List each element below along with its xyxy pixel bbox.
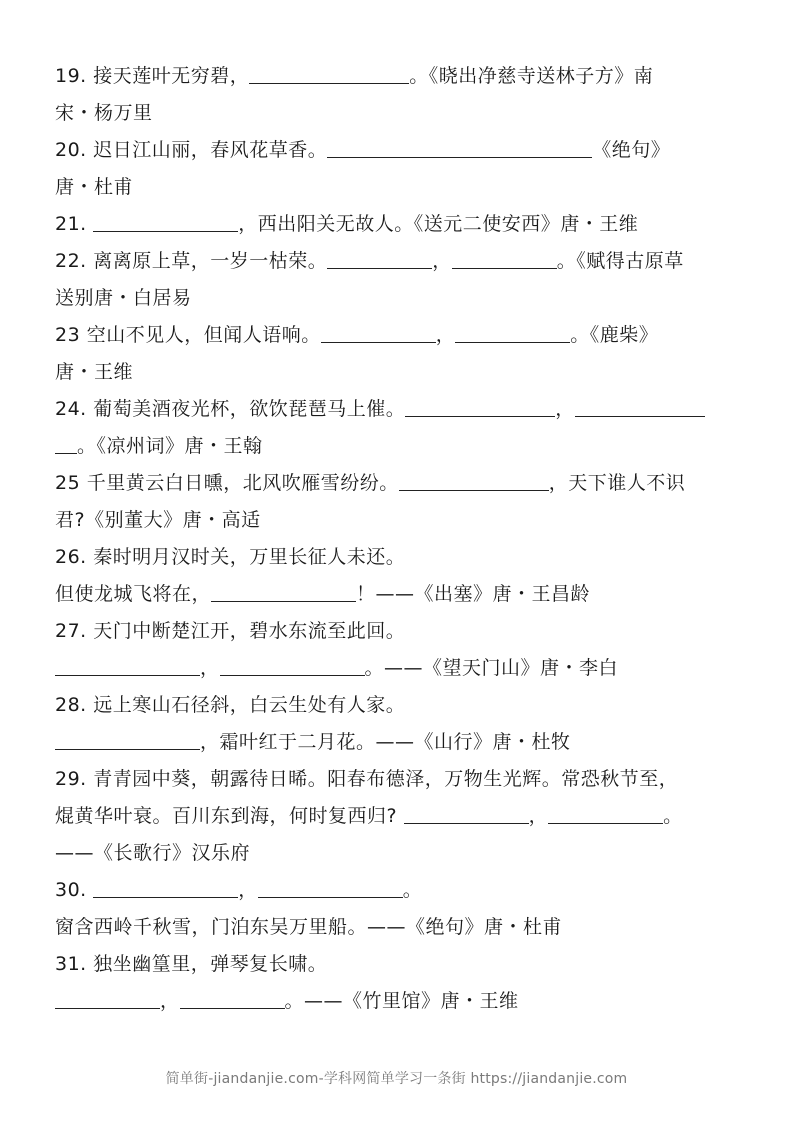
text-line (55, 650, 745, 687)
fill-in-blank[interactable] (55, 727, 200, 750)
line-text: 。——《竹里馆》唐・王维 (284, 990, 519, 1012)
text-line (55, 95, 745, 132)
text-line (55, 872, 745, 909)
fill-in-blank[interactable] (405, 394, 555, 417)
text-line (55, 391, 745, 428)
text-line (55, 946, 745, 983)
fill-in-blank[interactable] (249, 61, 409, 84)
line-text: ，天下谁人不识 (548, 472, 686, 494)
line-text: 29. 青青园中葵，朝露待日晞。阳春布德泽，万物生光辉。常恐秋节至， (55, 768, 679, 790)
line-text: ， (432, 250, 452, 272)
line-text: 。《赋得古原草 (556, 250, 684, 272)
line-text: 19. 接天莲叶无穷碧， (55, 65, 250, 87)
fill-in-blank[interactable] (327, 246, 432, 269)
fill-in-blank[interactable] (321, 320, 436, 343)
text-line (55, 206, 745, 243)
fill-in-blank[interactable] (211, 579, 356, 602)
fill-in-blank[interactable] (55, 653, 200, 676)
line-text: 《绝句》 (592, 139, 671, 161)
line-text: 宋・杨万里 (55, 102, 153, 124)
line-text: 。《晓出净慈寺送林子方》南 (409, 65, 654, 87)
text-line (55, 58, 745, 95)
text-line (55, 761, 745, 798)
fill-in-blank[interactable] (327, 135, 592, 158)
line-text: 。《凉州词》唐・王翰 (77, 435, 263, 457)
fill-in-blank[interactable] (55, 431, 77, 454)
line-text: ， (160, 990, 180, 1012)
line-text: 唐・王维 (55, 361, 134, 383)
line-text: 。——《望天门山》唐・李白 (364, 657, 619, 679)
line-text: 。 (663, 805, 683, 827)
line-text: 22. 离离原上草，一岁一枯荣。 (55, 250, 328, 272)
line-text: 21. (55, 213, 94, 235)
line-text: 25 千里黄云白日曛，北风吹雁雪纷纷。 (55, 472, 399, 494)
text-line (55, 798, 745, 835)
text-line (55, 428, 745, 465)
text-line (55, 243, 745, 280)
page-footer: 简单街-jiandanjie.com-学科网简单学习一条街 https://jiandanjie.com (165, 1071, 628, 1087)
line-text: 20. 迟日江山丽，春风花草香。 (55, 139, 328, 161)
text-line (55, 983, 745, 1020)
text-line (55, 539, 745, 576)
text-line (55, 613, 745, 650)
line-text: ！——《出塞》唐・王昌龄 (356, 583, 591, 605)
text-line (55, 169, 745, 206)
line-text: 但使龙城飞将在， (55, 583, 212, 605)
line-text: 君?《别董大》唐・高适 (55, 509, 261, 531)
fill-in-blank[interactable] (93, 875, 238, 898)
text-line (55, 724, 745, 761)
line-text: 送别唐・白居易 (55, 287, 192, 309)
text-line (55, 317, 745, 354)
fill-in-blank[interactable] (55, 986, 160, 1009)
fill-in-blank[interactable] (575, 394, 705, 417)
text-line (55, 132, 745, 169)
line-text: 唐・杜甫 (55, 176, 134, 198)
fill-in-blank[interactable] (220, 653, 365, 676)
fill-in-blank[interactable] (455, 320, 570, 343)
line-text: ， (528, 805, 549, 827)
line-text: 28. 远上寒山石径斜，白云生处有人家。 (55, 694, 406, 716)
line-text: 窗含西岭千秋雪，门泊东吴万里船。——《绝句》唐・杜甫 (55, 916, 563, 938)
line-text: 30. (55, 879, 94, 901)
text-line (55, 687, 745, 724)
line-text: 23 空山不见人，但闻人语响。 (55, 324, 321, 346)
fill-in-blank[interactable] (548, 801, 663, 824)
line-text: ，西出阳关无故人。《送元二使安西》唐・王维 (238, 213, 639, 235)
line-text: 31. 独坐幽篁里，弹琴复长啸。 (55, 953, 328, 975)
line-text: ，霜叶红于二月花。——《山行》唐・杜牧 (200, 731, 571, 753)
text-line (55, 280, 745, 317)
line-text: ， (435, 324, 456, 346)
line-text: 26. 秦时明月汉时关，万里长征人未还。 (55, 546, 406, 568)
line-text: 焜黄华叶衰。百川东到海，何时复西归? (55, 805, 404, 827)
line-text: 27. 天门中断楚江开，碧水东流至此回。 (55, 620, 406, 642)
line-text: ， (238, 879, 258, 901)
line-text: ——《长歌行》汉乐府 (55, 842, 251, 864)
text-line (55, 909, 745, 946)
text-line (55, 835, 745, 872)
text-line (55, 576, 745, 613)
line-text: 。 (402, 879, 423, 901)
line-text: 24. 葡萄美酒夜光杯，欲饮琵琶马上催。 (55, 398, 406, 420)
line-text: ， (200, 657, 220, 679)
text-line (55, 465, 745, 502)
fill-in-blank[interactable] (399, 468, 549, 491)
fill-in-blank[interactable] (93, 209, 238, 232)
text-line (55, 502, 745, 539)
text-line (55, 354, 745, 391)
fill-in-blank[interactable] (258, 875, 403, 898)
line-text: ， (555, 398, 575, 420)
fill-in-blank[interactable] (180, 986, 285, 1009)
poem-fill-in-list (55, 58, 745, 1020)
fill-in-blank[interactable] (404, 801, 529, 824)
fill-in-blank[interactable] (452, 246, 557, 269)
line-text: 。《鹿柴》 (570, 324, 659, 346)
